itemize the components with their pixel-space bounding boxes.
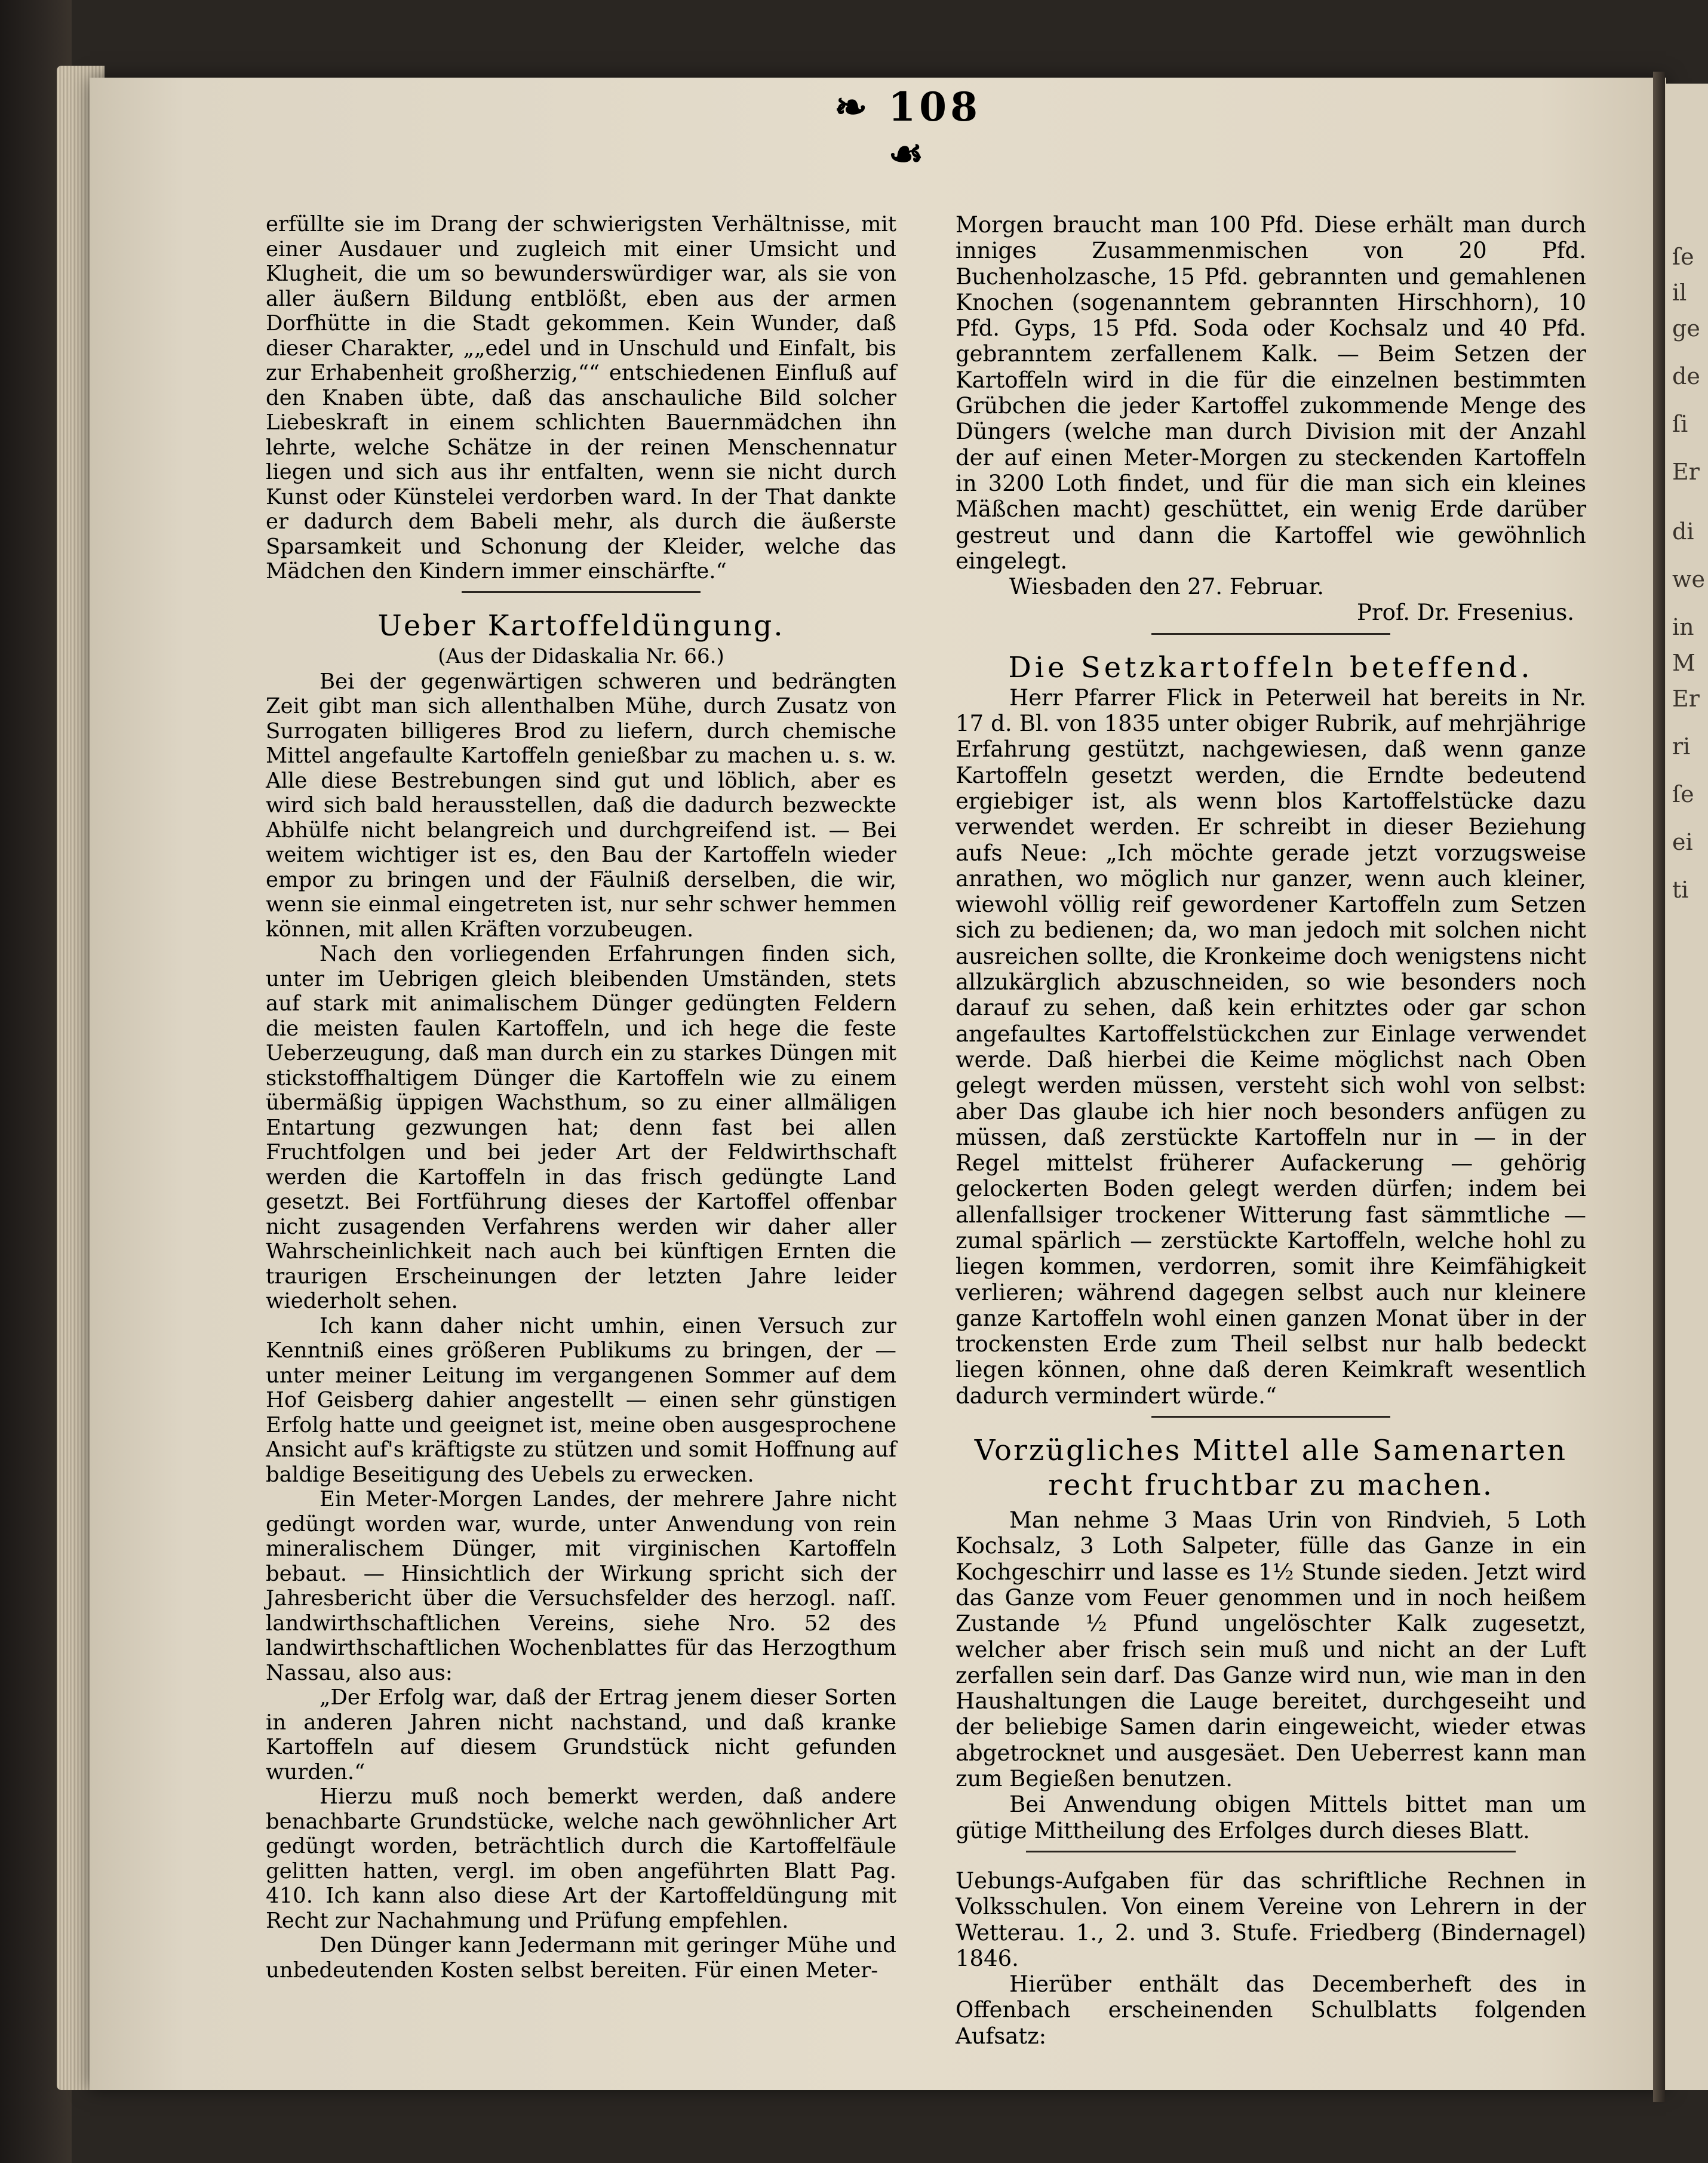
section-divider bbox=[1151, 633, 1390, 635]
next-page-fragment: ti bbox=[1672, 877, 1689, 903]
next-page-fragment: ei bbox=[1672, 829, 1693, 855]
article-source: (Aus der Didaskalia Nr. 66.) bbox=[438, 644, 724, 668]
article-paragraph: Ein Meter-Morgen Landes, der mehrere Jahre nicht gedüngt worden war, wurde, unter Anwendung von rein mineralischem Dünger, mit virginischen Kartoffeln bebaut. — Hinsichtlich der Wirkung spricht sich der Jahresbericht über die Versuchsfelder des herzogl. naſſ. landwirthschaftlichen Vereins, siehe Nro. 52 des landwirthschaftlichen Wochenblattes für das Herzogthum Nassau, also aus: bbox=[266, 1487, 896, 1685]
quoted-paragraph: „Der Erfolg war, daß der Ertrag jenem dieser Sorten in anderen Jahren nicht nachstand, und daß kranke Kartoffeln auf diesem Grundstück nicht gefunden wurden.“ bbox=[266, 1685, 896, 1784]
page-number-text: 108 bbox=[888, 84, 982, 130]
section-divider bbox=[1026, 1851, 1516, 1852]
ornament-right-icon: ☙ bbox=[888, 130, 927, 177]
next-page-fragment: ſi bbox=[1672, 411, 1688, 437]
next-page-fragment: M bbox=[1672, 650, 1695, 676]
next-page-fragment: Er bbox=[1672, 459, 1700, 485]
article-paragraph: Hierüber enthält das Decemberheft des in Offenbach erscheinenden Schulblatts folgenden Aufsatz: bbox=[956, 1971, 1586, 2049]
page-number bbox=[818, 84, 997, 177]
next-page-fragment: de bbox=[1672, 363, 1700, 389]
article-paragraph: Hierzu muß noch bemerkt werden, daß andere benachbarte Grundstücke, welche nach gewöhnlicher Art gedüngt worden, beträchtlich durch die Kartoffelfäule gelitten hatten, vergl. im oben angeführten Blatt Pag. 410. Ich kann also diese Art der Kartoffeldüngung mit Recht zur Nachahmung und Prüfung empfehlen. bbox=[266, 1784, 896, 1933]
article-title: Vorzügliches Mittel alle Samenarten recht fruchtbar zu machen. bbox=[974, 1434, 1568, 1503]
article-paragraph: Herr Pfarrer Flick in Peterweil hat bereits in Nr. 17 d. Bl. von 1835 unter obiger Rubrik, auf mehrjährige Erfahrung gestützt, nachgewiesen, daß wenn ganze Kartoffeln gesetzt werden, die Erndte bedeutend ergiebiger ist, als wenn blos Kartoffelstücke dazu verwendet werden. Er schreibt in dieser Beziehung aufs Neue: „Ich möchte gerade jetzt vorzugsweise anrathen, wo möglich nur ganzer, wenn auch kleiner, wiewohl völlig reif gewordener Kartoffeln zum Setzen sich zu bedienen; da, wo man jedoch mit solchen nicht ausreichen sollte, die Kronkeime doch wenigstens nicht allzukärglich abzuschneiden, so wie besonders noch darauf zu sehen, daß kein erhitztes oder gar schon angefaultes Kartoffelstückchen zur Einlage verwendet werde. Daß hierbei die Keime möglichst nach Oben gelegt werden müssen, versteht sich wohl von selbst: aber Das glaube ich hier noch besonders anfügen zu müssen, daß zerstückte Kartoffeln nur in — in der Regel mittelst früherer Aufackerung — gehörig gelockerten Boden gelegt werden dürfen; indem bei allenfallsiger trockener Witterung fast sämmtliche — zumal spärlich — zerstückte Kartoffeln, welche hohl zu liegen kommen, verdorren, somit ihre Keimfähigkeit verlieren; während dagegen selbst auch nur kleinere ganze Kartoffeln wohl einen ganzen Monat über in der trockensten Erde zum Theil selbst nur halb bedeckt liegen können, ohne daß deren Keimkraft wesentlich dadurch vermindert würde.“ bbox=[956, 684, 1586, 1409]
book-review-heading: Uebungs-Aufgaben für das schriftliche Rechnen in Volksschulen. Von einem Vereine von Lehrern in der Wetterau. 1., 2. und 3. Stufe. Friedberg (Bindernagel) 1846. bbox=[956, 1867, 1586, 1971]
article-title: Die Setzkartoffeln beteffend. bbox=[1008, 650, 1534, 684]
article-paragraph: Bei der gegenwärtigen schweren und bedrängten Zeit gibt man sich allenthalben Mühe, durch Zusatz von Surrogaten billigeres Brod zu liefern, durch chemische Mittel angefaulte Kartoffeln genießbar zu machen u. s. w. Alle diese Bestrebungen sind gut und löblich, aber es wird sich bald herausstellen, daß die dadurch bezweckte Abhülfe nicht belangreich und durchgreifend ist. — Bei weitem wichtiger ist es, den Bau der Kartoffeln wieder empor zu bringen und der Fäulniß derselben, die wir, wenn sie einmal eingetreten ist, nur sehr schwer hemmen können, mit allen Kräften vorzubeugen. bbox=[266, 669, 896, 942]
continued-paragraph: Morgen braucht man 100 Pfd. Diese erhält man durch inniges Zusammenmischen von 20 Pfd. Buchenholzasche, 15 Pfd. gebrannten und gemahlenen Knochen (sogenanntem gebrannten Hirschhorn), 10 Pfd. Gyps, 15 Pfd. Soda oder Kochsalz und 40 Pfd. gebranntem zerfallenem Kalk. — Beim Setzen der Kartoffeln wird in die für die einzelnen bestimmten Grübchen die jeder Kartoffel zukommende Menge des Düngers (welche man durch Division mit der Anzahl der auf einen Meter-Morgen zu steckenden Kartoffeln in 3200 Loth findet, und für die man sich ein kleines Mäßchen macht) geschüttet, ein wenig Erde darüber gestreut und dann die Kartoffel wie gewöhnlich eingelegt. bbox=[956, 212, 1586, 574]
article-paragraph: Nach den vorliegenden Erfahrungen finden sich, unter im Uebrigen gleich bleibenden Umständen, stets auf stark mit animalischem Dünger gedüngten Feldern die meisten faulen Kartoffeln, und ich hege die feste Ueberzeugung, daß man durch ein zu starkes Düngen mit stickstoffhaltigem Dünger die Kartoffeln wie zu einem übermäßig üppigen Wachsthum, so zu einer allmäligen Entartung gezwungen hat; denn fast bei allen Fruchtfolgen und bei jeder Art der Feldwirthschaft werden die Kartoffeln in das frisch gedüngte Land gesetzt. Bei Fortführung dieses der Kartoffel offenbar nicht zusagenden Verfahrens werden wir daher aller Wahrscheinlichkeit nach auch bei künftigen Ernten die traurigen Erscheinungen der letzten Jahre leider wiederholt sehen. bbox=[266, 942, 896, 1313]
article-paragraph: Ich kann daher nicht umhin, einen Versuch zur Kenntniß eines größeren Publikums zu bringen, der — unter meiner Leitung im vergangenen Sommer auf dem Hof Geisberg dahier angestellt — einen sehr günstigen Erfolg hatte und geeignet ist, meine oben ausgesprochene Ansicht auf's kräftigste zu stützen und somit Hoffnung auf baldige Beseitigung des Uebels zu erwecken. bbox=[266, 1313, 896, 1487]
article-paragraph: Bei Anwendung obigen Mittels bittet man um gütige Mittheilung des Erfolges durch dieses Blatt. bbox=[956, 1792, 1586, 1844]
section-divider bbox=[462, 591, 701, 593]
ornament-left-icon: ❧ bbox=[834, 84, 889, 130]
article-paragraph: Den Dünger kann Jedermann mit geringer Mühe und unbedeutenden Kosten selbst bereiten. Für einen Meter- bbox=[266, 1933, 896, 1983]
next-page-fragment: Er bbox=[1672, 686, 1700, 712]
continued-paragraph: erfüllte sie im Drang der schwierigsten Verhältnisse, mit einer Ausdauer und zugleich mit einer Umsicht und Klugheit, die um so bewunderswürdiger war, als sie von aller äußern Bildung entblößt, eben aus der armen Dorfhütte in die Stadt gekommen. Kein Wunder, daß dieser Charakter, „„edel und in Unschuld und Einfalt, bis zur Erhabenheit großherzig,““ entschiedenen Einfluß auf den Knaben übte, daß das anschauliche Bild solcher Liebeskraft in einem schlichten Bauernmädchen ihn lehrte, welche Schätze in der reinen Menschennatur liegen und sich aus ihr entfalten, wenn sie nicht durch Kunst oder Künstelei verdorben ward. In der That dankte er dadurch dem Babeli mehr, als durch die äußerste Sparsamkeit und Schonung der Kleider, welche das Mädchen den Kindern immer einschärfte.“ bbox=[266, 212, 896, 583]
left-column bbox=[266, 212, 896, 1983]
gutter bbox=[1653, 72, 1665, 2102]
next-page-fragment: ge bbox=[1672, 315, 1700, 342]
next-page-fragment: di bbox=[1672, 518, 1694, 545]
next-page-fragment: il bbox=[1672, 279, 1687, 306]
next-page-edge bbox=[1666, 84, 1708, 2090]
next-page-fragment: ri bbox=[1672, 733, 1691, 760]
right-column bbox=[956, 212, 1586, 2049]
next-page-fragment: ſe bbox=[1672, 781, 1694, 807]
article-title: Ueber Kartoffeldüngung. bbox=[377, 609, 785, 643]
author-signature: Prof. Dr. Fresenius. bbox=[1357, 600, 1574, 626]
next-page-fragment: in bbox=[1672, 614, 1694, 640]
next-page-fragment: we bbox=[1672, 566, 1706, 592]
dateline: Wiesbaden den 27. Februar. bbox=[1009, 574, 1324, 600]
section-divider bbox=[1151, 1416, 1390, 1418]
article-paragraph: Man nehme 3 Maas Urin von Rindvieh, 5 Loth Kochsalz, 3 Loth Salpeter, fülle das Ganze in ein Kochgeschirr und lasse es 1½ Stunde sieden. Jetzt wird das Ganze vom Feuer genommen und in noch heißem Zustande ½ Pfund ungelöschter Kalk zugesetzt, welcher aber frisch sein muß und nicht an der Luft zerfallen sein darf. Das Ganze wird nun, wie man in den Haushaltungen die Lauge bereitet, durchgeseiht und der beliebige Samen darin eingeweicht, wieder etwas abgetrocknet und ausgesäet. Den Ueberrest kann man zum Begießen benutzen. bbox=[956, 1507, 1586, 1792]
next-page-fragment: ſe bbox=[1672, 244, 1694, 270]
